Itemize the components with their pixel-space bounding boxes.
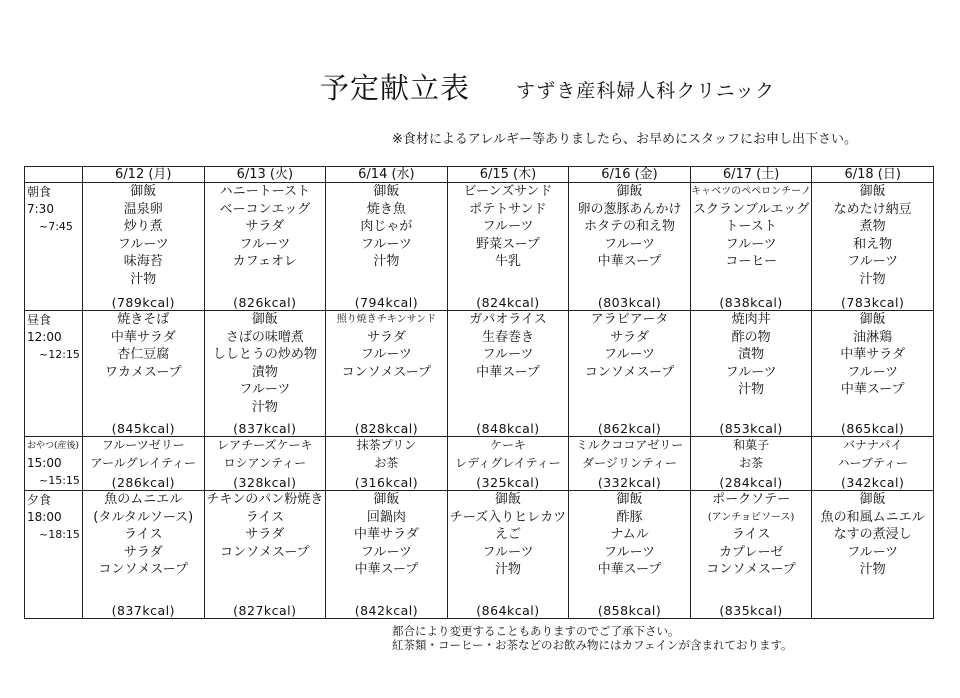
menu-item: ガパオライス: [469, 312, 547, 327]
menu-item: 御飯: [616, 492, 643, 507]
menu-item: なすの煮浸し: [833, 527, 912, 542]
kcal-value: (316kcal): [354, 475, 419, 490]
menu-cell: [447, 311, 569, 437]
menu-item: ハニートースト: [219, 184, 311, 199]
kcal-value: (824kcal): [476, 295, 540, 310]
meal-time-end: ~18:15: [39, 528, 80, 541]
menu-item: フルーツ: [847, 544, 899, 560]
menu-item: サラダ: [610, 329, 649, 345]
kcal-value: (853kcal): [719, 421, 783, 436]
menu-item: ライス: [731, 527, 771, 542]
meal-label-cell: [25, 437, 83, 491]
menu-item: 御飯: [494, 492, 521, 507]
kcal-value: (284kcal): [719, 475, 783, 490]
menu-item: レアチーズケーキ: [217, 438, 313, 452]
menu-cell: [83, 183, 205, 311]
kcal-value: (838kcal): [719, 295, 783, 310]
menu-item: トースト: [725, 219, 777, 234]
menu-items: [691, 183, 812, 271]
menu-item: コーヒー: [725, 254, 777, 269]
footer-notes: [392, 624, 793, 652]
menu-item: サラダ: [245, 527, 285, 542]
meal-name: 夕食: [27, 493, 52, 507]
menu-item: 照り焼きチキンサンド: [336, 314, 437, 325]
kcal-value: (332kcal): [597, 475, 662, 490]
menu-item: 油淋鶏: [853, 329, 893, 345]
menu-cell: [447, 437, 569, 491]
menu-item: 御飯: [251, 312, 278, 327]
menu-item: 牛乳: [494, 254, 521, 269]
menu-item: キャベツのペペロンチーノ: [691, 186, 811, 197]
menu-item: 中華スープ: [597, 254, 662, 269]
day-header: 6/12 (月): [83, 167, 205, 183]
menu-item: コンソメスープ: [341, 364, 432, 380]
menu-item: フルーツ: [604, 544, 656, 560]
menu-items: [83, 311, 204, 381]
meal-time: 18:00: [27, 510, 62, 524]
kcal-value: (827kcal): [233, 603, 297, 618]
menu-cell: [690, 437, 812, 491]
kcal-value: (826kcal): [233, 295, 297, 310]
menu-items: [569, 491, 690, 579]
menu-cell: [326, 311, 448, 437]
menu-item: 汁物: [251, 399, 278, 415]
menu-cell: [812, 491, 934, 619]
menu-item: ロシアンティー: [223, 455, 307, 470]
lunch-row: [25, 311, 934, 437]
menu-item: 味海苔: [123, 254, 163, 269]
day-header: 6/13 (火): [204, 167, 326, 183]
clinic-name: すずき産科婦人科クリニック: [516, 80, 776, 102]
menu-item: お茶: [739, 455, 764, 470]
menu-items: [569, 437, 690, 472]
menu-cell: [569, 491, 691, 619]
kcal-value: (794kcal): [354, 295, 419, 310]
menu-item: コンソメスープ: [220, 544, 310, 560]
meal-label-cell: [25, 311, 83, 437]
day-header: 6/18 (日): [812, 167, 934, 183]
menu-item: 中華スープ: [840, 382, 905, 397]
allergy-notice: ※食材によるアレルギー等ありましたら、お早めにスタッフにお申し出下さい。: [392, 132, 858, 147]
menu-item: 中華サラダ: [110, 329, 176, 345]
menu-cell: [569, 311, 691, 437]
menu-items: [448, 437, 569, 472]
menu-item: 漬物: [738, 347, 765, 362]
menu-item: ししとうの炒め物: [212, 347, 317, 362]
menu-item: (タルタルソース): [93, 509, 194, 525]
menu-item: ワカメスープ: [104, 364, 182, 380]
breakfast-row: [25, 183, 934, 311]
menu-items: [691, 437, 812, 472]
menu-item: フルーツゼリー: [101, 438, 185, 452]
menu-item: フルーツ: [725, 236, 777, 252]
meal-label-cell: [25, 491, 83, 619]
kcal-value: (828kcal): [354, 421, 419, 436]
menu-item: 抹茶プリン: [356, 438, 417, 452]
menu-item: サラダ: [123, 544, 163, 560]
menu-item: 中華スープ: [354, 562, 419, 577]
meal-time-end: ~12:15: [39, 348, 80, 361]
menu-item: 炒り煮: [123, 219, 163, 234]
menu-item: 野菜スープ: [476, 236, 540, 252]
menu-item: ビーンズサンド: [463, 184, 553, 199]
menu-item: フルーツ: [360, 236, 412, 252]
menu-item: 酢豚: [616, 509, 643, 525]
meal-name: 昼食: [27, 313, 52, 327]
kcal-value: (837kcal): [111, 603, 175, 618]
kcal-value: (837kcal): [233, 421, 297, 436]
kcal-value: (325kcal): [476, 475, 540, 490]
day-header: 6/16 (金): [569, 167, 691, 183]
menu-item: ナムル: [610, 527, 649, 542]
menu-cell: [326, 437, 448, 491]
menu-item: チキンのパン粉焼き: [206, 492, 324, 507]
meal-time: 15:00: [27, 456, 62, 470]
menu-item: フルーツ: [482, 544, 534, 560]
menu-item: ダージリンティー: [582, 455, 677, 470]
menu-items: [205, 311, 326, 416]
menu-item: ライス: [124, 527, 163, 542]
menu-cell: [690, 183, 812, 311]
kcal-value: (783kcal): [841, 295, 905, 310]
footer-line: 都合により変更することもありますのでご了承下さい。: [392, 624, 680, 638]
menu-items: [205, 183, 326, 271]
kcal-value: (845kcal): [111, 421, 175, 436]
menu-items: [448, 491, 569, 579]
menu-item: 御飯: [859, 492, 886, 507]
menu-item: フルーツ: [482, 219, 534, 234]
menu-items: [812, 311, 933, 399]
menu-item: 御飯: [373, 184, 400, 199]
menu-item: フルーツ: [239, 382, 291, 397]
kcal-value: (864kcal): [476, 603, 540, 618]
menu-item: ハーブティー: [837, 455, 908, 470]
menu-item: 御飯: [616, 184, 643, 199]
menu-item: 御飯: [130, 184, 157, 199]
menu-cell: [204, 437, 326, 491]
menu-item: フルーツ: [604, 347, 656, 362]
menu-item: 魚の和風ムニエル: [820, 509, 925, 525]
menu-cell: [812, 183, 934, 311]
menu-cell: [326, 183, 448, 311]
menu-items: [569, 183, 690, 271]
menu-item: 汁物: [494, 562, 521, 577]
day-header-row: [25, 167, 934, 183]
menu-item: ホタテの和え物: [584, 219, 676, 234]
meal-label-cell: [25, 183, 83, 311]
menu-item: スクランブルエッグ: [692, 201, 810, 217]
meal-time: 12:00: [27, 330, 62, 344]
menu-item: えご: [494, 527, 521, 542]
menu-item: 和菓子: [733, 438, 770, 452]
menu-item: フルーツ: [847, 364, 899, 380]
menu-cell: [326, 491, 448, 619]
menu-item: ポテトサンド: [469, 201, 547, 217]
menu-cell: [204, 311, 326, 437]
menu-item: フルーツ: [360, 544, 412, 560]
kcal-value: (865kcal): [841, 421, 905, 436]
kcal-value: (803kcal): [597, 295, 662, 310]
menu-items: [569, 311, 690, 381]
menu-cell: [812, 311, 934, 437]
menu-item: コンソメスープ: [706, 562, 796, 577]
menu-item: 肉じゃが: [360, 219, 413, 234]
kcal-value: (789kcal): [111, 295, 175, 310]
dinner-row: [25, 491, 934, 619]
menu-item: フルーツ: [239, 236, 291, 252]
kcal-value: (862kcal): [597, 421, 662, 436]
menu-item: アラビアータ: [590, 312, 669, 327]
menu-items: [326, 311, 447, 381]
menu-item: ポークソテー: [712, 492, 791, 507]
menu-items: [326, 183, 447, 271]
menu-item: 中華スープ: [476, 364, 540, 380]
menu-items: [812, 491, 933, 579]
menu-item: カフェオレ: [232, 254, 298, 269]
menu-item: 焼肉丼: [731, 312, 771, 327]
menu-items: [205, 491, 326, 561]
menu-items: [326, 437, 447, 472]
menu-item: 汁物: [859, 271, 886, 287]
menu-item: カプレーゼ: [718, 544, 784, 560]
menu-item: (アンチョビソース): [707, 511, 795, 523]
menu-cell: [204, 183, 326, 311]
menu-item: 漬物: [251, 364, 278, 380]
menu-item: チーズ入りヒレカツ: [449, 509, 567, 525]
menu-item: 回鍋肉: [366, 509, 406, 525]
menu-item: 御飯: [373, 492, 400, 507]
menu-cell: [83, 491, 205, 619]
menu-item: 中華サラダ: [840, 347, 906, 362]
meal-name: おやつ(産後): [27, 441, 80, 451]
kcal-value: (842kcal): [354, 603, 419, 618]
meal-time-end: ~15:15: [39, 474, 80, 487]
menu-items: [83, 183, 204, 288]
menu-cell: [690, 311, 812, 437]
menu-item: 杏仁豆腐: [117, 347, 170, 362]
menu-items: [691, 491, 812, 579]
menu-item: 中華スープ: [597, 562, 662, 577]
menu-items: [812, 437, 933, 472]
meal-name: 朝食: [27, 185, 52, 199]
menu-item: 酢の物: [731, 329, 771, 345]
kcal-value: (858kcal): [597, 603, 662, 618]
menu-item: 煮物: [859, 219, 886, 234]
kcal-value: (342kcal): [841, 475, 905, 490]
menu-items: [83, 491, 204, 579]
menu-item: フルーツ: [117, 236, 169, 252]
menu-item: 和え物: [853, 236, 893, 252]
menu-item: 汁物: [373, 254, 400, 269]
menu-item: お茶: [374, 455, 399, 470]
menu-item: フルーツ: [482, 347, 534, 362]
menu-item: 汁物: [738, 382, 765, 397]
menu-item: サラダ: [245, 219, 285, 234]
menu-cell: [83, 311, 205, 437]
menu-items: [83, 437, 204, 472]
menu-cell: [569, 437, 691, 491]
menu-item: 御飯: [859, 184, 886, 199]
menu-item: バナナパイ: [843, 438, 903, 452]
menu-items: [448, 311, 569, 381]
day-header: 6/14 (水): [326, 167, 448, 183]
menu-item: ベーコンエッグ: [219, 201, 311, 217]
day-header: 6/15 (木): [447, 167, 569, 183]
menu-items: [205, 437, 326, 472]
menu-cell: [569, 183, 691, 311]
day-header: 6/17 (土): [690, 167, 812, 183]
menu-item: 卵の葱豚あんかけ: [577, 201, 682, 217]
menu-item: 汁物: [859, 562, 886, 577]
menu-item: フルーツ: [360, 347, 412, 362]
page-title: 予定献立表: [320, 71, 471, 105]
menu-item: フルーツ: [847, 254, 899, 269]
footer-line: 紅茶類・コーヒー・お茶などのお飲み物にはカフェインが含まれております。: [392, 638, 793, 652]
menu-items: [448, 183, 569, 271]
menu-item: 生春巻き: [481, 329, 534, 345]
meal-time-end: ~7:45: [39, 220, 73, 233]
menu-item: さばの味噌煮: [225, 329, 304, 345]
menu-items: [812, 183, 933, 288]
snack-row: [25, 437, 934, 491]
menu-items: [691, 311, 812, 399]
kcal-value: (328kcal): [233, 475, 297, 490]
menu-item: レディグレイティー: [455, 455, 561, 470]
menu-item: コンソメスープ: [98, 562, 188, 577]
menu-item: コンソメスープ: [584, 364, 675, 380]
menu-item: なめたけ納豆: [833, 201, 912, 217]
menu-item: 汁物: [130, 271, 157, 287]
corner-cell: [25, 167, 83, 183]
menu-item: 焼き魚: [366, 201, 406, 217]
menu-item: 魚のムニエル: [104, 492, 183, 507]
menu-item: 御飯: [859, 312, 886, 327]
menu-item: ミルクココアゼリー: [575, 438, 684, 452]
menu-item: フルーツ: [725, 364, 777, 380]
menu-cell: [447, 183, 569, 311]
menu-cell: [690, 491, 812, 619]
menu-cell: [83, 437, 205, 491]
menu-item: ケーキ: [489, 438, 526, 452]
menu-item: ライス: [245, 509, 285, 525]
meal-time: 7:30: [27, 202, 54, 216]
menu-items: [326, 491, 447, 579]
menu-cell: [447, 491, 569, 619]
menu-item: フルーツ: [604, 236, 656, 252]
menu-item: サラダ: [366, 329, 406, 345]
menu-item: 焼きそば: [117, 312, 170, 327]
menu-cell: [812, 437, 934, 491]
kcal-value: (835kcal): [719, 603, 783, 618]
menu-table: [24, 166, 934, 619]
kcal-value: (848kcal): [476, 421, 540, 436]
menu-item: アールグレイティー: [90, 455, 197, 470]
kcal-value: (286kcal): [111, 475, 175, 490]
menu-item: 温泉卵: [123, 201, 163, 217]
menu-cell: [204, 491, 326, 619]
menu-item: 中華サラダ: [353, 527, 419, 542]
